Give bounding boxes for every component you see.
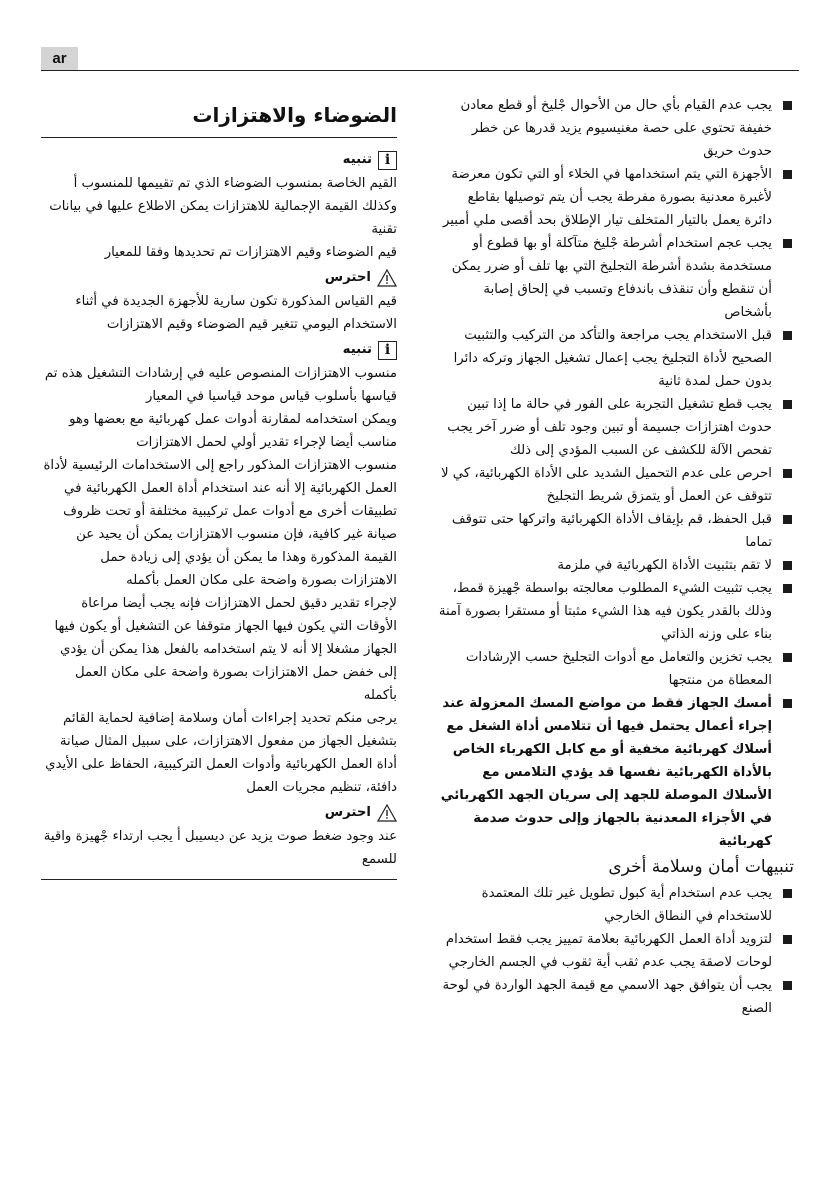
bullet-square-icon — [783, 889, 792, 898]
safety-bullet-list — [438, 94, 794, 853]
list-item-bold-warning: أمسك الجهاز فقط من مواضع المسك المعزولة عند إجراء أعمال يحتمل فيها أن تتلامس أداة الشغل مع أسلاك كهربائية مخفية أو مع كابل الكهرباء الخاص بالأداة الكهربائية نفسها قد يؤدي التلامس مع الأسلاك الموصلة للجهد إلى سريان الجهد الكهربائي في الأجزاء المعدنية بالجهاز وإلى حدوث صدمة كهربائية — [438, 692, 794, 853]
bullet-square-icon — [783, 584, 792, 593]
list-item: احرص على عدم التحميل الشديد على الأداة الكهربائية، كي لا تتوقف عن العمل أو يتمزق شريط التجليخ — [438, 462, 794, 508]
bullet-square-icon — [783, 469, 792, 478]
header-rule — [41, 70, 799, 71]
paragraph: قيم القياس المذكورة تكون سارية للأجهزة الجديدة في أثناء الاستخدام اليومي تتغير قيم الضوضاء وقيم الاهتزازات — [75, 294, 397, 332]
bullet-square-icon — [783, 699, 792, 708]
bullet-square-icon — [783, 101, 792, 110]
note-label: تنبيه — [342, 342, 372, 357]
bullet-square-icon — [783, 981, 792, 990]
warning-triangle-icon — [377, 804, 397, 822]
list-item: يجب عدم القيام بأي حال من الأحوال جْليخ أو قطع معادن خفيفة تحتوي على حصة مغنيسيوم يزيد قدرها عن خطر حدوث حريق — [438, 94, 794, 163]
list-item: قبل الحفظ، قم بإيقاف الأداة الكهربائية واتركها حتى تتوقف تماما — [438, 508, 794, 554]
caution-label: احترس — [324, 805, 371, 820]
list-item: يجب أن يتوافق جهد الاسمي مع قيمة الجهد الواردة في لوحة الصنع — [438, 974, 794, 1020]
list-item: يجب عجم استخدام أشرطة جْليخ متآكلة أو بها قطوع أو مستخدمة بشدة أشرطة التجليخ التي بها تلف أو ضرر يمكن أن تنقطع وأن تنقذف باندفاع وتسبب في إلحاق إصابة بأشخاص — [438, 232, 794, 324]
left-column — [41, 101, 397, 880]
list-item: لا تقم بتثبيت الأداة الكهربائية في ملزمة — [438, 554, 794, 577]
section-end-rule — [41, 879, 397, 880]
info-icon: i — [378, 151, 397, 170]
note-label: تنبيه — [342, 152, 372, 167]
warning-triangle-icon — [377, 269, 397, 287]
list-item: يجب تثبيت الشيء المطلوب معالجته بواسطة جْهيزة قمط، وذلك بالقدر يكون فيه هذا الشيء مثبتا أو مستقرا بصورة آمنة بناء على وزنه الذاتي — [438, 577, 794, 646]
paragraph: منسوب الاهتزازات المنصوص عليه في إرشادات التشغيل هذه تم قياسها بأسلوب قياس موحد قياسيا في المعيار — [44, 366, 397, 404]
language-tab: ar — [41, 47, 78, 70]
note-callout — [41, 148, 397, 172]
list-item: قبل الاستخدام يجب مراجعة والتأكد من التركيب والتثبيت الصحيح لأداة التجليخ يجب إعمال تشغيل الجهاز وتركه دائرا بدون حمل لمدة ثانية — [438, 324, 794, 393]
bullet-square-icon — [783, 331, 792, 340]
paragraph: قيم الضوضاء وقيم الاهتزازات تم تحديدها وفقا للمعيار — [104, 245, 397, 260]
section-subheading: تنبيهات أمان وسلامة أخرى — [608, 857, 794, 877]
section-heading: الضوضاء والاهتزازات — [41, 101, 397, 138]
info-icon: i — [378, 341, 397, 360]
right-column — [438, 94, 794, 1020]
list-item: يجب تخزين والتعامل مع أدوات التجليخ حسب الإرشادات المعطاة من منتجها — [438, 646, 794, 692]
list-item: يجب عدم استخدام أية كبول تطويل غير تلك المعتمدة للاستخدام في النطاق الخارجي — [438, 882, 794, 928]
caution-callout — [41, 801, 397, 825]
note-callout — [41, 338, 397, 362]
bullet-square-icon — [783, 653, 792, 662]
paragraph: ويمكن استخدامه لمقارنة أدوات عمل كهربائية مع بعضها وهو مناسب أيضا لإجراء تقدير أولي لحمل الاهتزازات — [69, 412, 397, 450]
paragraph: عند وجود ضغط صوت يزيد عن ديسيبل أ يجب ارتداء جْهيزة واقية للسمع — [43, 829, 397, 867]
bullet-square-icon — [783, 170, 792, 179]
paragraph: لإجراء تقدير دقيق لحمل الاهتزازات فإنه يجب أيضا مراعاة الأوقات التي يكون فيها الجهاز متوقفا عن التشغيل أو يكون فيها الجهاز مشغلا إلا أنه لا يتم استخدامه بالفعل هذا يمكن أن يؤدي إلى خفض حمل الاهتزازات بصورة واضحة على مكان العمل بأكمله — [54, 596, 397, 703]
bullet-square-icon — [783, 239, 792, 248]
bullet-square-icon — [783, 515, 792, 524]
list-item: الأجهزة التي يتم استخدامها في الخلاء أو التي تكون معرضة لأغبرة معدنية بصورة مفرطة يجب أن يتم توصيلها بقاطع دائرة يعمل بالتيار المتخلف تيار الإطلاق بحد أقصى ملي أمبير — [438, 163, 794, 232]
additional-safety-list — [438, 882, 794, 1020]
caution-callout — [41, 266, 397, 290]
bullet-square-icon — [783, 400, 792, 409]
list-item: يجب قطع تشغيل التجربة على الفور في حالة ما إذا تبين حدوث اهتزازات جسيمة أو تبين وجود تلف أو ضرر آخر يجب تفحص الآلة للكشف عن السبب المؤدي إلى ذلك — [438, 393, 794, 462]
paragraph: منسوب الاهتزازات المذكور راجع إلى الاستخدامات الرئيسية لأداة العمل الكهربائية إلا أنه عند استخدام أداة العمل الكهربائية في تطبيقات أخرى مع أدوات عمل تركيبية مختلفة أو تحت ظروف صيانة غير كافية، فإن منسوب الاهتزازات يمكن أن يحيد عن القيمة المذكورة وهذا ما يمكن أن يؤدي إلى زيادة حمل الاهتزازات بصورة واضحة على مكان العمل بأكمله — [43, 458, 397, 588]
caution-label: احترس — [324, 270, 371, 285]
paragraph: يرجى منكم تحديد إجراءات أمان وسلامة إضافية لحماية القائم بتشغيل الجهاز من مفعول الاهتزازات، على سبيل المثال صيانة أداة العمل الكهربائية وأدوات العمل التركيبية، الحفاظ على الأيدي دافئة، تنظيم مجريات العمل — [45, 711, 397, 795]
list-item: لتزويد أداة العمل الكهربائية بعلامة تمييز يجب فقط استخدام لوحات لاصقة يجب عدم ثقب أية ثقوب في الجسم الخارجي — [438, 928, 794, 974]
bullet-square-icon — [783, 561, 792, 570]
paragraph: القيم الخاصة بمنسوب الضوضاء الذي تم تقييمها للمنسوب أ وكذلك القيمة الإجمالية للاهتزازات يمكن الاطلاع عليها في بيانات تقنية — [49, 176, 397, 237]
bullet-square-icon — [783, 935, 792, 944]
